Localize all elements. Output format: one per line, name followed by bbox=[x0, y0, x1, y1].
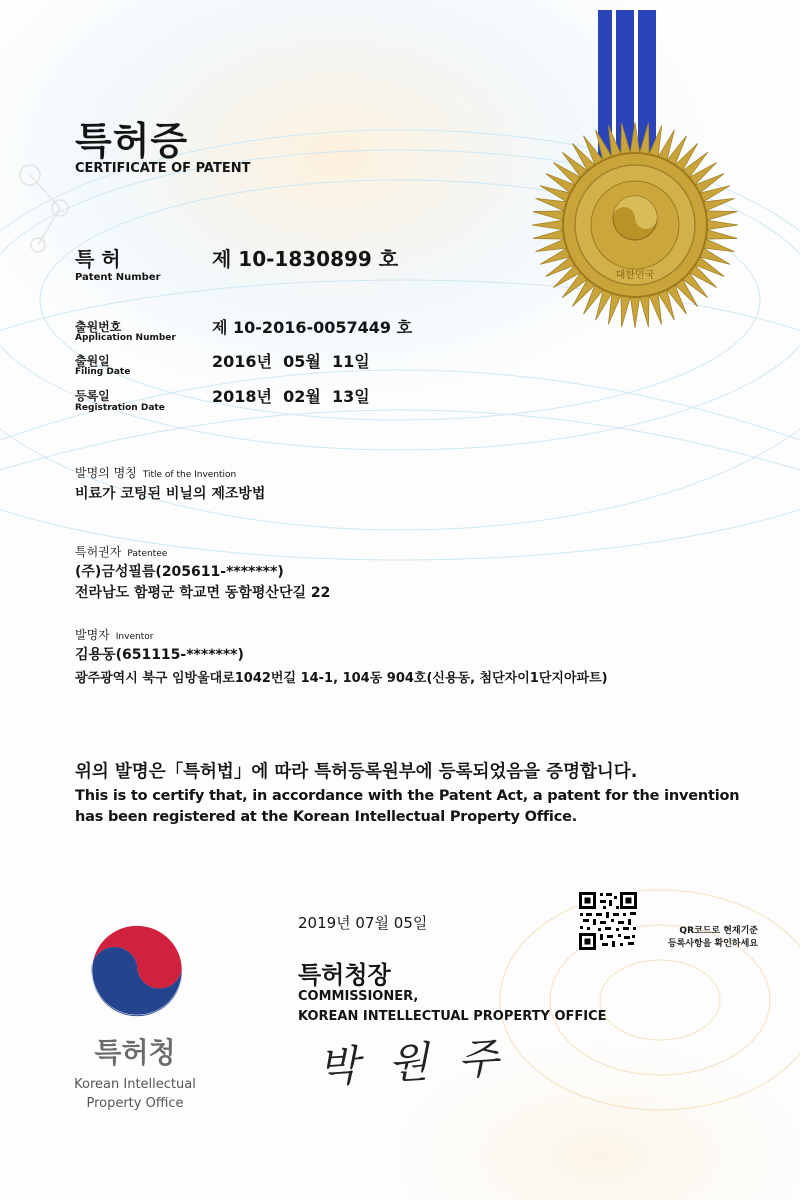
invention-label bbox=[75, 462, 236, 481]
filing-date-label-en: Filing Date bbox=[75, 367, 131, 377]
patent-number-label: 특 허 bbox=[75, 247, 121, 271]
office-name-en-line1: Korean Intellectual bbox=[74, 1077, 196, 1092]
inventor-label-kr: 발명자 bbox=[75, 628, 110, 642]
patent-number-value: 제 10-1830899 호 bbox=[212, 247, 399, 271]
gold-seal bbox=[530, 120, 740, 330]
inventor-address: 광주광역시 북구 임방울대로1042번길 14-1, 104동 904호(신용동, 첨단자이1단지아파트) bbox=[75, 671, 608, 686]
kipo-logo-icon bbox=[82, 915, 192, 1025]
seal-inscription: 대한민국 bbox=[615, 270, 655, 281]
patentee-label-en: Patentee bbox=[127, 549, 168, 559]
commissioner-title-en-line2: KOREAN INTELLECTUAL PROPERTY OFFICE bbox=[298, 1009, 607, 1024]
commissioner-signature: 박 원 주 bbox=[316, 1033, 508, 1092]
invention-label-kr: 발명의 명칭 bbox=[75, 466, 137, 480]
certification-english-line1: This is to certify that, in accordance with the Patent Act, a patent for the invention bbox=[75, 788, 740, 804]
application-number-label-en: Application Number bbox=[75, 333, 176, 343]
registration-date-label-en: Registration Date bbox=[75, 403, 165, 413]
registration-date-label: 등록일 bbox=[75, 389, 110, 403]
certification-english-line2: has been registered at the Korean Intellectual Property Office. bbox=[75, 809, 578, 825]
title-korean: 특허증 bbox=[75, 119, 189, 163]
qr-caption-line2: 등록사항을 확인하세요 bbox=[667, 939, 758, 949]
patentee-label bbox=[75, 541, 167, 560]
office-name-korean: 특허청 bbox=[94, 1036, 176, 1069]
issue-date: 2019년 07월 05일 bbox=[298, 914, 428, 932]
patentee-address: 전라남도 함평군 학교면 동함평산단길 22 bbox=[75, 585, 331, 601]
filing-date-value: 2016년 05월 11일 bbox=[212, 352, 370, 371]
qr-code[interactable] bbox=[578, 891, 638, 951]
commissioner-title-korean: 특허청장 bbox=[298, 961, 391, 989]
application-number-value: 제 10-2016-0057449 호 bbox=[212, 318, 413, 337]
commissioner-title-en-line1: COMMISSIONER, bbox=[298, 989, 419, 1004]
qr-caption-line1: QR코드로 현재기준 bbox=[679, 926, 758, 936]
patentee-label-kr: 특허권자 bbox=[75, 545, 122, 559]
qr-caption bbox=[640, 925, 758, 951]
inventor-name: 김용동(651115-*******) bbox=[75, 647, 244, 663]
invention-label-en: Title of the Invention bbox=[142, 470, 237, 480]
office-name-en-line2: Property Office bbox=[86, 1096, 184, 1111]
filing-date-label: 출원일 bbox=[75, 354, 110, 368]
inventor-label bbox=[75, 624, 153, 643]
registration-date-value: 2018년 02월 13일 bbox=[212, 387, 370, 406]
patentee-name: (주)금성필름(205611-*******) bbox=[75, 564, 284, 580]
patent-number-label-en: Patent Number bbox=[75, 272, 161, 283]
inventor-label-en: Inventor bbox=[115, 632, 154, 642]
certification-korean: 위의 발명은「특허법」에 따라 특허등록원부에 등록되었음을 증명합니다. bbox=[75, 762, 638, 782]
application-number-label: 출원번호 bbox=[75, 320, 122, 334]
office-name-english bbox=[55, 1075, 215, 1113]
invention-title: 비료가 코팅된 비닐의 제조방법 bbox=[75, 486, 266, 502]
title-english: CERTIFICATE OF PATENT bbox=[75, 161, 251, 176]
